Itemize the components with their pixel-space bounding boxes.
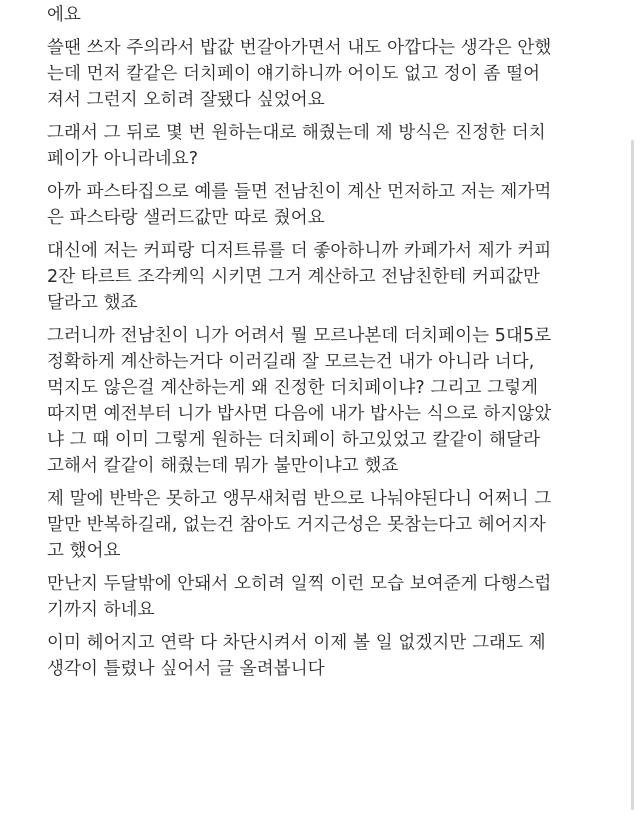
paragraph <box>47 571 627 623</box>
text-line: 달라고 했죠 <box>47 293 138 313</box>
text-line: 져서 그런지 오히려 잘됐다 싶었어요 <box>47 90 325 110</box>
paragraph <box>47 486 627 564</box>
paragraph <box>47 2 627 28</box>
text-line: 에요 <box>47 5 82 25</box>
paragraph <box>47 238 627 316</box>
text-line: 그래서 그 뒤로 몇 번 원하는대로 해줬는데 제 방식은 진정한 더치 <box>47 123 546 143</box>
text-line: 쓸땐 쓰자 주의라서 밥값 번갈아가면서 내도 아깝다는 생각은 안했 <box>47 38 552 58</box>
text-line: 페이가 아니라네요? <box>47 149 199 169</box>
text-line: 제 말에 반박은 못하고 앵무새처럼 반으로 나눠야된다니 어쩌니 그 <box>47 489 552 509</box>
paragraph <box>47 630 627 682</box>
text-line: 만난지 두달밖에 안돼서 오히려 일찍 이런 모습 보여준게 다행스럽 <box>47 574 552 594</box>
text-line: 고해서 칼같이 해줬는데 뭐가 불만이냐고 했죠 <box>47 456 399 476</box>
text-line: 는데 먼저 칼같은 더치페이 얘기하니까 어이도 없고 정이 좀 떨어 <box>47 64 541 84</box>
text-line: 냐 그 때 이미 그렇게 원하는 더치페이 하고있었고 칼같이 해달라 <box>47 430 541 450</box>
scrollbar[interactable] <box>631 140 634 810</box>
text-line: 2잔 타르트 조각케익 시키면 그거 계산하고 전남친한테 커피값만 <box>47 267 541 287</box>
text-line: 대신에 저는 커피랑 디저트류를 더 좋아하니까 카페가서 제가 커피 <box>47 241 552 261</box>
paragraph <box>47 179 627 231</box>
paragraph <box>47 323 627 479</box>
post-body <box>47 2 627 682</box>
text-line: 그러니까 전남친이 니가 어려서 뭘 모르나본데 더치페이는 5대5로 <box>47 326 552 346</box>
text-line: 정확하게 계산하는거다 이러길래 잘 모르는건 내가 아니라 너다, <box>47 352 535 372</box>
text-line: 따지면 예전부터 니가 밥사면 다음에 내가 밥사는 식으로 하지않았 <box>47 404 552 424</box>
text-line: 은 파스타랑 샐러드값만 따로 줬어요 <box>47 208 325 228</box>
text-line: 고 했어요 <box>47 541 121 561</box>
text-line: 이미 헤어지고 연락 다 차단시켜서 이제 볼 일 없겠지만 그래도 제 <box>47 633 546 653</box>
paragraph <box>47 35 627 113</box>
text-line: 말만 반복하길래, 없는건 참아도 거지근성은 못참는다고 헤어지자 <box>47 515 546 535</box>
text-line: 아까 파스타집으로 예를 들면 전남친이 계산 먼저하고 저는 제가먹 <box>47 182 552 202</box>
text-line: 먹지도 않은걸 계산하는게 왜 진정한 더치페이냐? 그리고 그렇게 <box>47 378 539 398</box>
paragraph <box>47 120 627 172</box>
text-line: 생각이 틀렸나 싶어서 글 올려봅니다 <box>47 659 325 679</box>
text-line: 기까지 하네요 <box>47 600 155 620</box>
